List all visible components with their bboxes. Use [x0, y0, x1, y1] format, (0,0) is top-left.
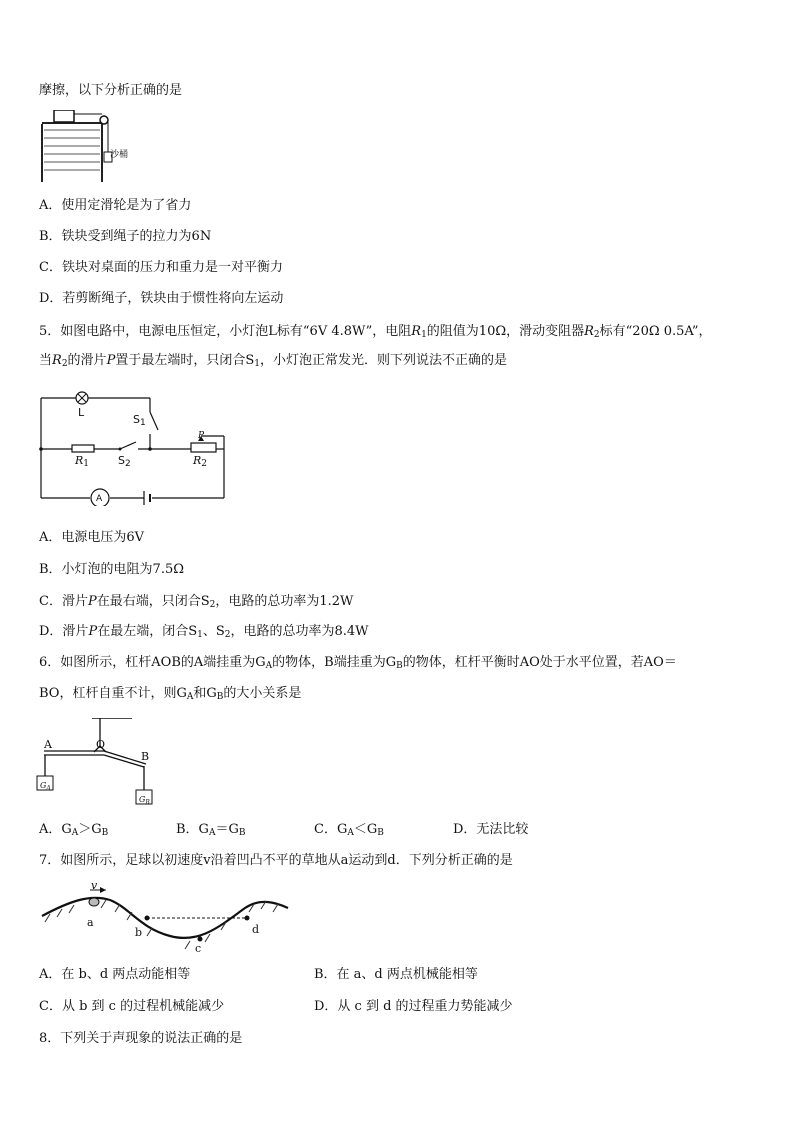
q6-option-c: C．$G_A<G_B$	[314, 822, 384, 838]
q7-option-c: C．从 b 到 c 的过程机械能减少	[39, 999, 225, 1014]
q4-option-a: A．使用定滑轮是为了省力	[39, 198, 192, 213]
q5-fig-ammeter-label: A	[96, 494, 103, 504]
q6-stem-line1: 6．如图所示，杠杆AOB的A端挂重为$G_A$的物体，B端挂重为$G_B$的物体，杠杆平衡时AO处于水平位置，若AO＝	[39, 655, 677, 671]
q5-option-a: A．电源电压为6V	[39, 530, 145, 545]
q7-fig-v-label: v	[91, 879, 98, 892]
q6-fig-o-label: O	[96, 738, 106, 751]
q7-terrain-figure	[40, 876, 290, 956]
q5-circuit-diagram	[36, 386, 236, 506]
q5-fig-s1-label: $S_1$	[133, 413, 146, 428]
q4-stem-end: 摩擦，以下分析正确的是	[39, 83, 183, 98]
q8-stem: 8．下列关于声现象的说法正确的是	[39, 1031, 243, 1046]
q7-fig-b-label: b	[135, 926, 143, 939]
q4-pulley-figure	[36, 110, 146, 185]
q4-option-b: B．铁块受到绳子的拉力为6N	[39, 229, 212, 244]
q5-stem-line2: 当$R_2$的滑片P置于最左端时，只闭合$S_1$，小灯泡正常发光．则下列说法不正确的是	[39, 353, 507, 369]
q7-stem: 7．如图所示，足球以初速度v沿着凹凸不平的草地从a运动到d．下列分析正确的是	[39, 853, 513, 868]
q7-option-d: D．从 c 到 d 的过程重力势能减少	[314, 999, 513, 1014]
q5-fig-p-label: P	[198, 431, 205, 441]
q4-sand-bucket-label: 沙桶	[110, 150, 129, 160]
q6-fig-gb-label: $G_B$	[139, 795, 150, 806]
q6-stem-line2: BO，杠杆自重不计，则$G_A$和$G_B$的大小关系是	[39, 686, 302, 702]
q7-fig-d-label: d	[252, 923, 260, 936]
q6-option-a: A．$G_A>G_B$	[39, 822, 109, 838]
q7-fig-c-label: c	[195, 942, 202, 955]
q4-option-d: D．若剪断绳子，铁块由于惯性将向左运动	[39, 291, 284, 306]
q6-fig-b-label: B	[141, 750, 150, 763]
q5-fig-r1-label: $R_1$	[75, 454, 90, 469]
q6-fig-a-label: A	[44, 738, 52, 751]
q5-option-d: D．滑片P在最左端，闭合$S_1$、$S_2$，电路的总功率为8.4W	[39, 624, 369, 640]
q5-fig-lamp-label: L	[78, 406, 85, 419]
q5-option-c: C．滑片P在最右端，只闭合$S_2$，电路的总功率为1.2W	[39, 594, 354, 610]
q5-stem-line1: 5．如图电路中，电源电压恒定，小灯泡L标有“6V 4.8W”，电阻$R_1$的阻值为10Ω，滑动变阻器$R_2$标有“20Ω 0.5A”，	[39, 324, 712, 340]
q7-option-b: B．在 a、d 两点机械能相等	[314, 967, 478, 982]
q6-option-d: D．无法比较	[453, 822, 529, 837]
q6-option-b: B．$G_A=G_B$	[176, 822, 246, 838]
q5-option-b: B．小灯泡的电阻为7.5Ω	[39, 562, 185, 577]
q5-fig-s2-label: $S_2$	[118, 454, 131, 469]
q6-fig-ga-label: $G_A$	[40, 781, 51, 792]
q7-option-a: A．在 b、d 两点动能相等	[39, 967, 191, 982]
q7-fig-a-label: a	[87, 916, 94, 929]
q4-option-c: C．铁块对桌面的压力和重力是一对平衡力	[39, 260, 283, 275]
q5-fig-r2-label: $R_2$	[193, 454, 208, 469]
